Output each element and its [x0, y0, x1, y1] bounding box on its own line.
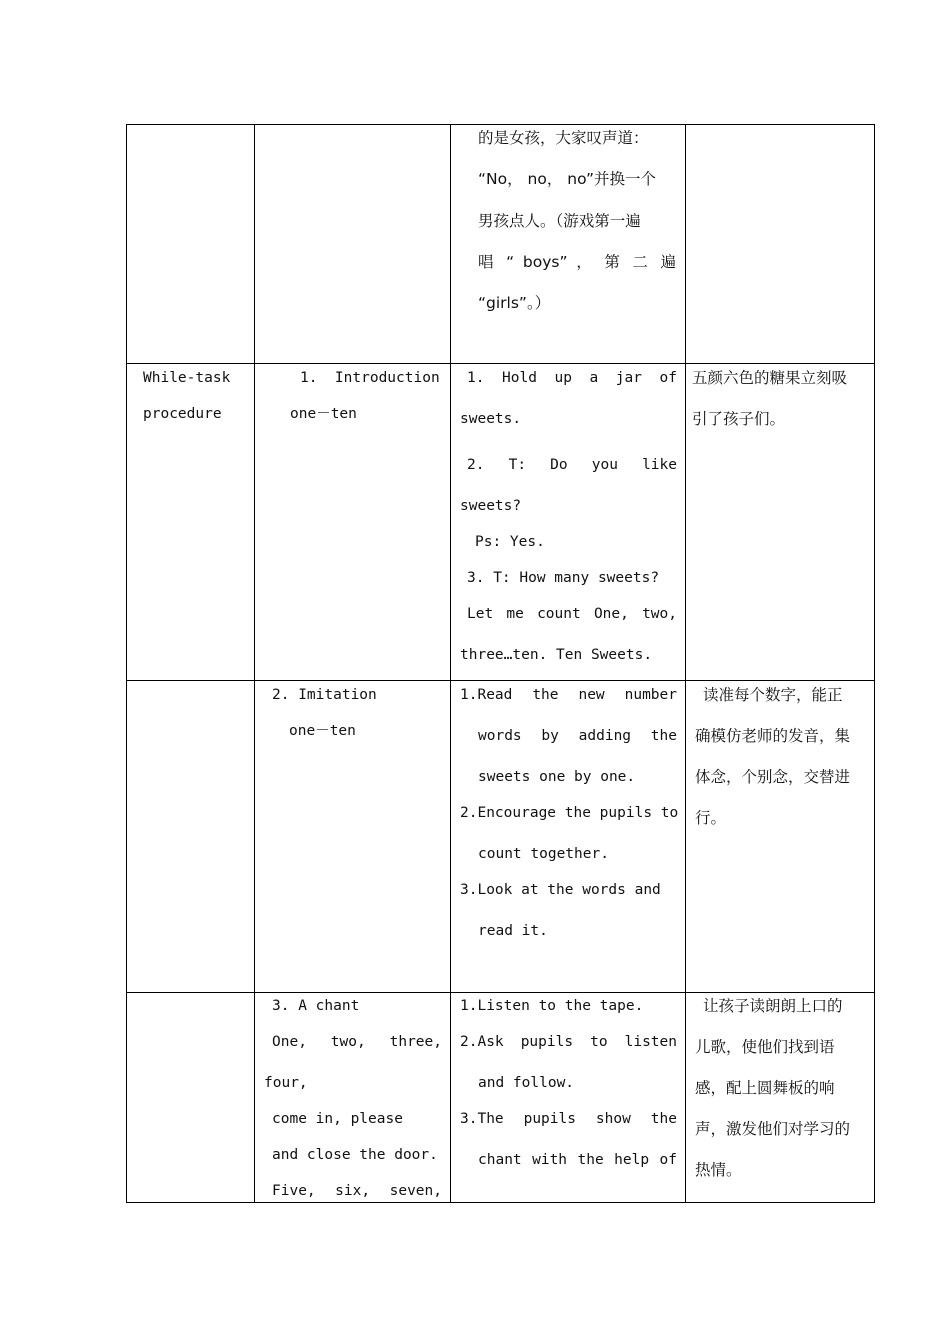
step-cell — [255, 993, 451, 1203]
chant-line: come in, please — [272, 1111, 403, 1127]
stage-label: procedure — [143, 406, 222, 422]
activity-line: 1. Hold up a jar of — [467, 370, 677, 386]
activity-cell — [451, 364, 686, 681]
purpose-cell — [686, 125, 875, 364]
activity-line: and follow. — [478, 1075, 575, 1091]
activity-cell — [451, 125, 686, 364]
activity-line: 唱 “ boys” ， 第 二 遍 — [478, 253, 676, 271]
table-row — [127, 364, 875, 681]
purpose-cell — [686, 993, 875, 1203]
activity-line: 1.Read the new number — [460, 687, 677, 703]
lesson-plan-table — [126, 124, 875, 1203]
purpose-line: 让孩子读朗朗上口的 — [703, 997, 843, 1015]
purpose-line: 声，激发他们对学习的 — [695, 1120, 851, 1138]
step-cell — [255, 681, 451, 993]
table-row — [127, 125, 875, 364]
activity-line: Let me count One, two, — [467, 606, 677, 622]
purpose-cell — [686, 681, 875, 993]
step-cell — [255, 364, 451, 681]
purpose-line: 引了孩子们。 — [692, 410, 786, 428]
activity-line: 男孩点人。（游戏第一遍 — [478, 212, 641, 230]
step-cell — [255, 125, 451, 364]
step-title: 1. Introduction — [300, 370, 440, 386]
purpose-line: 行。 — [695, 809, 727, 827]
purpose-line: 感，配上圆舞板的响 — [695, 1079, 835, 1097]
activity-line: “No， no， no”并换一个 — [478, 170, 657, 188]
activity-line: 3.Look at the words and — [460, 882, 661, 898]
stage-cell — [127, 993, 255, 1203]
purpose-line: 儿歌，使他们找到语 — [695, 1038, 835, 1056]
activity-line: chant with the help of — [478, 1152, 677, 1168]
activity-line: “girls”。） — [478, 294, 551, 312]
stage-cell — [127, 125, 255, 364]
activity-line: 的是女孩，大家叹声道： — [478, 129, 649, 147]
activity-line: 2.Encourage the pupils to — [460, 805, 679, 821]
activity-line: sweets? — [460, 498, 522, 514]
step-subtitle: one－ten — [289, 723, 356, 739]
activity-cell — [451, 993, 686, 1203]
activity-cell — [451, 681, 686, 993]
purpose-line: 体念，个别念，交替进 — [695, 768, 851, 786]
activity-line: read it. — [478, 923, 548, 939]
activity-line: words by adding the — [478, 728, 677, 744]
stage-label: While-task — [143, 370, 231, 386]
activity-line: 2. T: Do you like — [467, 457, 677, 473]
step-title: 3. A chant — [272, 998, 360, 1014]
table-row — [127, 681, 875, 993]
chant-line: Five, six, seven, — [272, 1183, 442, 1199]
stage-cell — [127, 681, 255, 993]
activity-line: count together. — [478, 846, 609, 862]
activity-line: 3. T: How many sweets? — [467, 570, 660, 586]
activity-line: Ps: Yes. — [475, 534, 545, 550]
purpose-line: 确模仿老师的发音，集 — [695, 727, 851, 745]
purpose-line: 读准每个数字，能正 — [703, 686, 843, 704]
activity-line: sweets. — [460, 411, 522, 427]
chant-line: four, — [264, 1075, 308, 1091]
purpose-cell — [686, 364, 875, 681]
activity-line: 1.Listen to the tape. — [460, 998, 644, 1014]
chant-line: and close the door. — [272, 1147, 438, 1163]
table-row — [127, 993, 875, 1203]
step-title: 2. Imitation — [272, 687, 377, 703]
step-subtitle: one－ten — [290, 406, 357, 422]
activity-line: sweets one by one. — [478, 769, 636, 785]
chant-line: One, two, three, — [272, 1034, 442, 1050]
stage-cell — [127, 364, 255, 681]
activity-line: three…ten. Ten Sweets. — [460, 647, 653, 663]
purpose-line: 五颜六色的糖果立刻吸 — [692, 369, 848, 387]
activity-line: 3.The pupils show the — [460, 1111, 677, 1127]
purpose-line: 热情。 — [695, 1161, 742, 1179]
activity-line: 2.Ask pupils to listen — [460, 1034, 677, 1050]
